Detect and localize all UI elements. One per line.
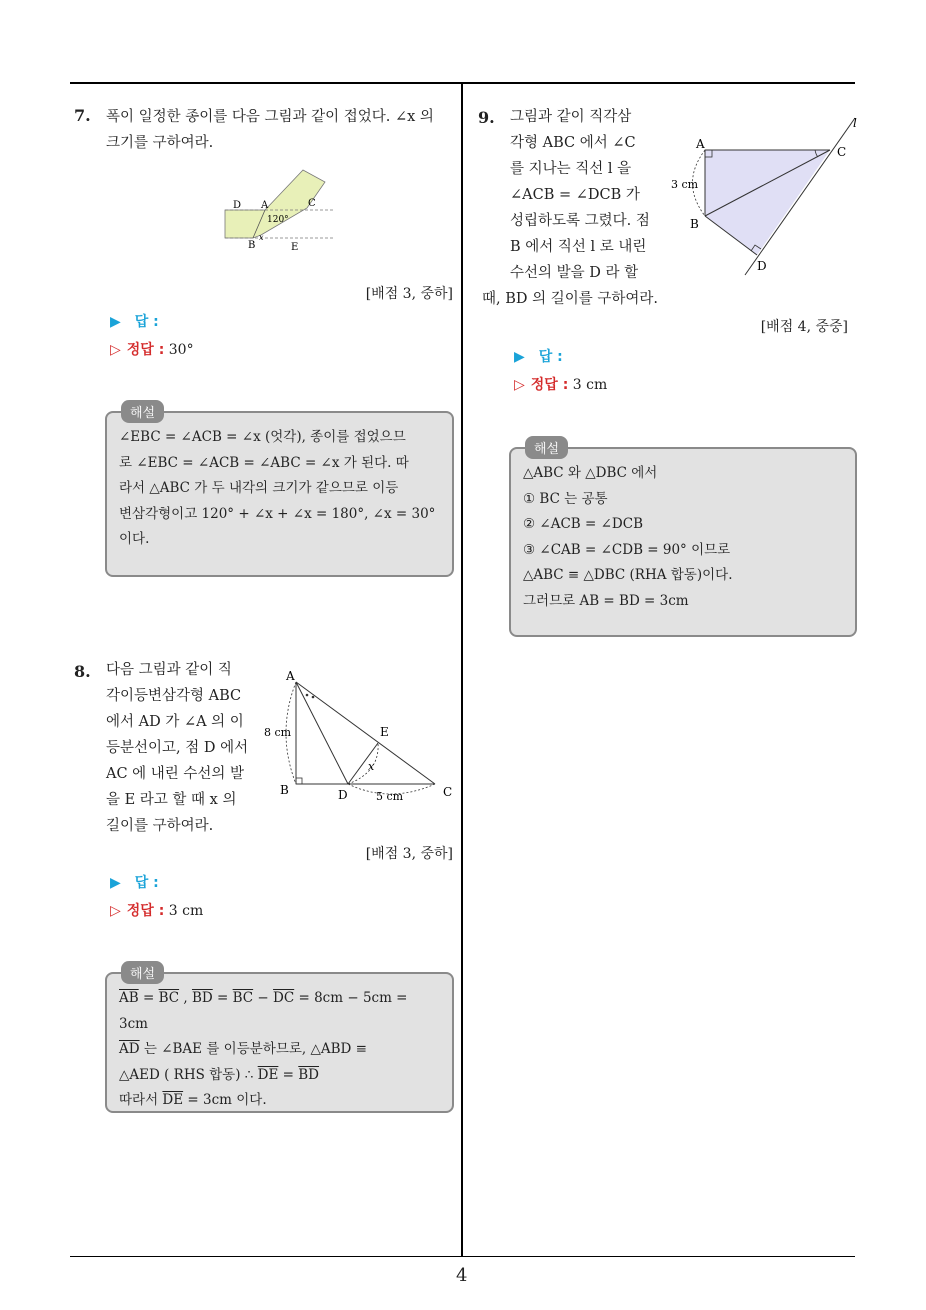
- label-B: B: [280, 783, 289, 797]
- answer-arrow-icon: ▶: [110, 314, 121, 330]
- solution-line: 로 ∠EBC = ∠ACB = ∠ABC = ∠x 가 된다. 따: [119, 454, 409, 471]
- label-x: x: [368, 760, 375, 773]
- answer-label: 답 :: [134, 875, 159, 891]
- label-AB-length: 8 cm: [264, 726, 292, 739]
- problem-7-line: 폭이 일정한 종이를 다음 그림과 같이 접었다. ∠x 의: [106, 109, 434, 125]
- problem-8-correct: [110, 900, 203, 920]
- answer-label: 답 :: [134, 314, 159, 330]
- solution-line: △ABC 와 △DBC 에서: [523, 465, 658, 481]
- solution-line: ∠EBC = ∠ACB = ∠x (엇각), 종이를 접었으므: [119, 429, 406, 445]
- bisector-AD: [296, 682, 348, 784]
- label-B: B: [248, 240, 256, 251]
- problem-7-meta: [배점 3, 중하]: [365, 286, 453, 302]
- side-AC: [296, 682, 435, 784]
- problem-8-line: 등분선이고, 점 D 에서: [106, 740, 249, 756]
- solution-tag: 해설: [121, 961, 164, 984]
- problem-7-number: 7.: [74, 106, 91, 125]
- problem-8-line: 다음 그림과 같이 직: [106, 662, 232, 678]
- problem-8-answer: [110, 872, 159, 892]
- problem-8-meta: [배점 3, 중하]: [365, 846, 453, 862]
- label-DC-length: 5 cm: [376, 790, 404, 803]
- problem-9-line: 그림과 같이 직각삼: [510, 109, 632, 125]
- solution-line: 이다.: [119, 531, 150, 547]
- label-D: D: [233, 200, 242, 211]
- problem-7-line: 크기를 구하여라.: [106, 135, 214, 151]
- solution-tag: 해설: [121, 400, 164, 423]
- label-C: C: [443, 785, 453, 799]
- correct-value: 3 cm: [168, 903, 204, 919]
- problem-9-line: 때, BD 의 길이를 구하여라.: [482, 291, 658, 307]
- problem-7-text: [106, 104, 456, 156]
- label-D: D: [757, 259, 767, 273]
- bottom-rule: [70, 1256, 855, 1257]
- correct-label: 정답 :: [126, 903, 165, 919]
- solution-line: $\overline{AD}$ 는 ∠BAE 를 이등분하므로, △ABD ≡: [119, 1041, 367, 1057]
- problem-8-line: 에서 AD 가 ∠A 의 이: [106, 714, 244, 730]
- answer-arrow-icon: ▶: [514, 349, 525, 365]
- label-A: A: [286, 669, 295, 683]
- problem-7-solution: [105, 411, 454, 577]
- problem-7-correct: [110, 339, 194, 359]
- problem-9-solution: [509, 447, 857, 637]
- column-divider: [461, 82, 463, 1257]
- problem-8-line: AC 에 내린 수선의 발: [106, 766, 245, 782]
- label-A: A: [261, 200, 269, 211]
- solution-line: ③ ∠CAB = ∠CDB = 90° 이므로: [523, 541, 731, 558]
- solution-line: $\overline{AB} = \overline{BC}$ , $\overline{BD} = \overline{BC} - \overline{DC} = 8cm - 5cm = 3cm$: [119, 990, 408, 1032]
- label-D: D: [338, 788, 348, 802]
- label-l: l: [853, 116, 857, 130]
- solution-line: 변삼각형이고 120° + ∠x + ∠x = 180°, ∠x = 30°: [119, 505, 436, 522]
- correct-label: 정답 :: [126, 342, 165, 358]
- problem-8-line: 을 E 라고 할 때 x 의: [106, 792, 237, 808]
- problem-9-figure: [665, 110, 865, 280]
- correct-triangle-icon: ▷: [514, 377, 525, 393]
- problem-8-line: 길이를 구하여라.: [106, 818, 214, 834]
- problem-9-line: 를 지나는 직선 l 을: [510, 161, 632, 177]
- label-A: A: [696, 137, 705, 151]
- problem-8-line: 각이등변삼각형 ABC: [106, 688, 242, 704]
- label-AB-length: 3 cm: [671, 178, 699, 191]
- solution-line: 따라서 $\overline{DE} = 3cm$ 이다.: [119, 1092, 267, 1108]
- label-E: E: [291, 242, 299, 253]
- problem-9-correct: [514, 374, 607, 394]
- angle-mark: [312, 696, 315, 699]
- correct-value: 30°: [168, 342, 194, 358]
- solution-line: 라서 △ABC 가 두 내각의 크기가 같으므로 이등: [119, 480, 399, 496]
- problem-9-line: 각형 ABC 에서 ∠C: [510, 135, 636, 151]
- solution-line: △ABC ≡ △DBC (RHA 합동)이다.: [523, 567, 733, 583]
- label-C: C: [308, 198, 316, 209]
- correct-value: 3 cm: [572, 377, 608, 393]
- label-x: x: [259, 233, 264, 242]
- problem-7-figure: [215, 160, 345, 255]
- problem-9-answer: [514, 346, 563, 366]
- solution-line: △AED ( RHS 합동) ∴ $\overline{DE} = \overline{BD}$: [119, 1066, 320, 1083]
- problem-8-number: 8.: [74, 662, 91, 681]
- label-C: C: [837, 145, 847, 159]
- correct-label: 정답 :: [530, 377, 569, 393]
- answer-arrow-icon: ▶: [110, 875, 121, 891]
- problem-8-text: [106, 657, 256, 839]
- page-number: 4: [456, 1265, 468, 1286]
- solution-line: ① BC 는 공통: [523, 490, 608, 507]
- angle-mark: [306, 694, 309, 697]
- problem-9-line: B 에서 직선 l 로 내린: [510, 239, 647, 255]
- problem-9-meta: [배점 4, 중중]: [760, 319, 848, 335]
- problem-9-line: 수선의 발을 D 라 할: [510, 265, 639, 281]
- answer-label: 답 :: [538, 349, 563, 365]
- label-angle: 120°: [267, 215, 289, 225]
- problem-7-answer: [110, 311, 159, 331]
- solution-line: 그러므로 AB = BD = 3cm: [523, 592, 689, 609]
- correct-triangle-icon: ▷: [110, 342, 121, 358]
- problem-9-line: ∠ACB = ∠DCB 가: [510, 187, 640, 203]
- problem-8-figure: [260, 664, 460, 809]
- problem-9-number: 9.: [478, 108, 495, 127]
- label-E: E: [380, 725, 389, 739]
- label-B: B: [690, 217, 699, 231]
- problem-8-solution: [105, 972, 454, 1113]
- correct-triangle-icon: ▷: [110, 903, 121, 919]
- solution-tag: 해설: [525, 436, 568, 459]
- solution-line: ② ∠ACB = ∠DCB: [523, 516, 643, 532]
- right-angle-B: [296, 778, 302, 784]
- problem-9-line: 성립하도록 그렸다. 점: [510, 213, 650, 229]
